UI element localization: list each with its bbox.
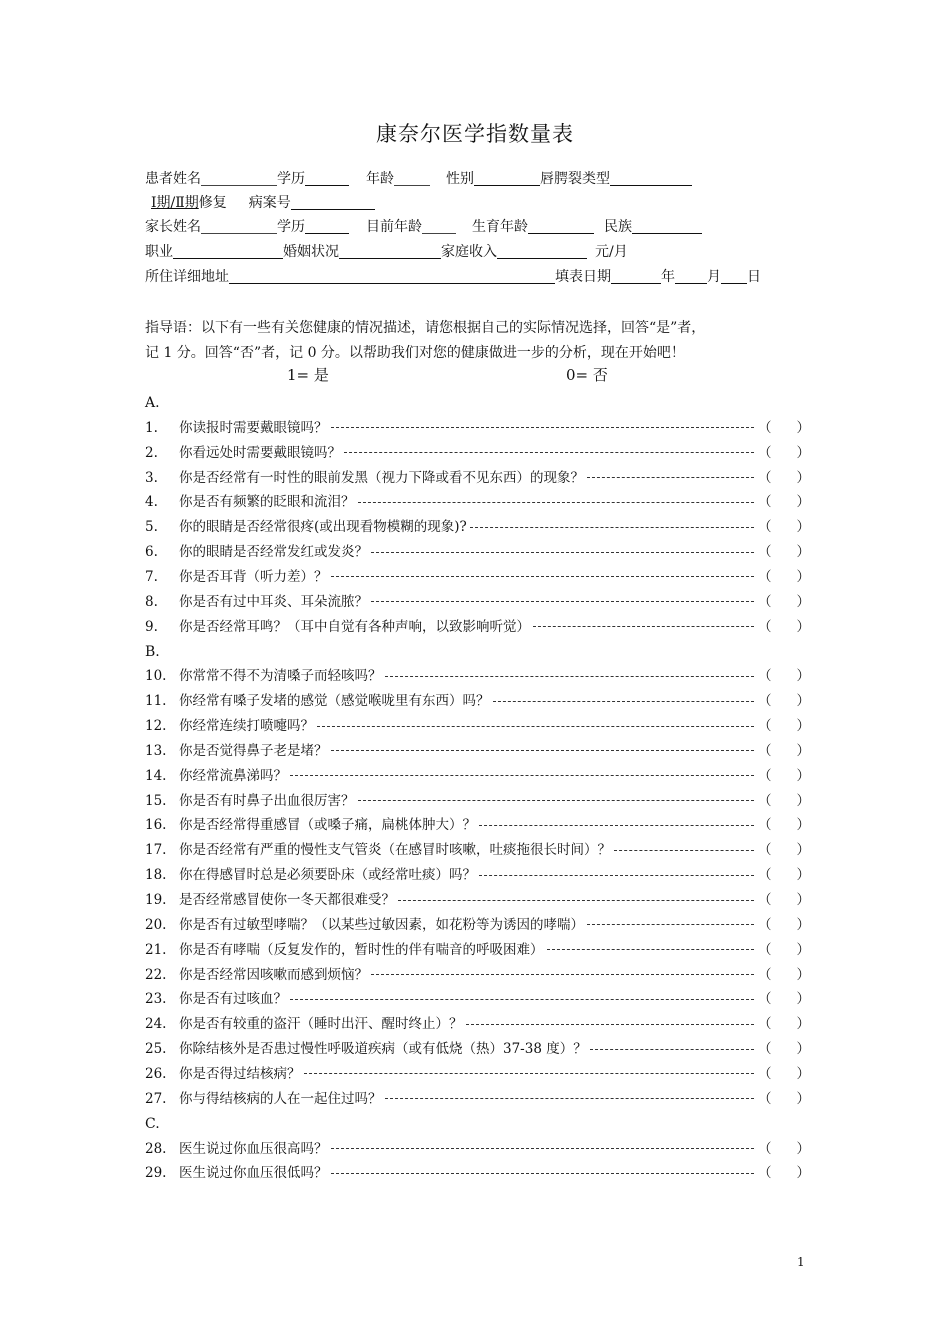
paren-open: （ <box>758 767 772 784</box>
dotted-leader <box>371 974 754 975</box>
question-number: 17. <box>145 842 167 859</box>
dotted-leader <box>344 452 754 453</box>
question-text: 你是否经常有严重的慢性支气管炎（在感冒时咳嗽，吐痰拖很长时间）？ <box>179 842 611 859</box>
dotted-leader <box>466 1024 755 1025</box>
ethnicity-field[interactable] <box>632 216 702 234</box>
year-label: 年 <box>661 269 675 285</box>
question-row <box>145 963 810 987</box>
dotted-leader <box>358 800 755 801</box>
question-row <box>145 938 810 962</box>
question-row <box>145 1062 810 1086</box>
paren-close: ） <box>796 668 810 685</box>
dotted-leader <box>479 875 754 876</box>
fill-month-field[interactable] <box>675 266 707 284</box>
question-text: 你常常不得不为清嗓子而轻咳吗？ <box>179 668 382 685</box>
family-income-label: 家庭收入 <box>441 244 497 260</box>
question-number: 19. <box>145 892 167 908</box>
question-text: 你经常流鼻涕吗？ <box>179 767 287 784</box>
occupation-field[interactable] <box>173 241 283 259</box>
instructions-line-2: 记 1 分。回答“否”者，记 0 分。以帮助我们对您的健康做进一步的分析，现在开始吧！ <box>145 345 685 361</box>
question-row <box>145 888 810 912</box>
question-number: 1. <box>145 419 158 436</box>
dotted-leader <box>331 427 755 428</box>
question-text: 你是否有过咳血？ <box>179 991 287 1008</box>
question-number: 8. <box>145 593 158 610</box>
question-number: 18. <box>145 867 167 884</box>
question-number: 29. <box>145 1165 167 1182</box>
question-row <box>145 689 810 713</box>
paren-open: （ <box>758 618 772 635</box>
dotted-leader <box>371 552 754 553</box>
answer-field[interactable] <box>758 888 810 912</box>
paren-open: （ <box>758 892 772 908</box>
paren-close: ） <box>796 991 810 1008</box>
answer-field[interactable] <box>758 1037 810 1061</box>
question-number: 11. <box>145 693 167 710</box>
paren-close: ） <box>796 941 810 958</box>
dotted-leader <box>398 900 754 901</box>
paren-open: （ <box>758 544 772 561</box>
paren-open: （ <box>758 519 772 536</box>
form-row-patient <box>145 168 692 190</box>
question-number: 4. <box>145 494 158 511</box>
paren-open: （ <box>758 1065 772 1082</box>
paren-open: （ <box>758 817 772 834</box>
dotted-leader <box>470 527 754 528</box>
dotted-leader <box>385 1098 755 1099</box>
question-number: 20. <box>145 916 167 933</box>
question-text: 你与得结核病的人在一起住过吗？ <box>179 1090 382 1107</box>
answer-field[interactable] <box>758 789 810 813</box>
current-age-label: 目前年龄 <box>366 219 422 235</box>
question-row <box>145 1137 810 1161</box>
answer-field[interactable] <box>758 714 810 738</box>
answer-field[interactable] <box>758 813 810 837</box>
paren-open: （ <box>758 469 772 486</box>
question-row <box>145 565 810 589</box>
parent-name-label: 家长姓名 <box>145 219 201 235</box>
dotted-leader <box>590 1049 754 1050</box>
answer-field[interactable] <box>758 515 810 539</box>
paren-close: ） <box>796 519 810 536</box>
answer-field[interactable] <box>758 416 810 440</box>
question-row <box>145 1012 810 1036</box>
paren-close: ） <box>796 966 810 983</box>
page-number: 1 <box>797 1255 805 1269</box>
answer-field[interactable] <box>758 1137 810 1161</box>
question-number: 23. <box>145 991 167 1008</box>
patient-name-field[interactable] <box>201 168 277 186</box>
question-text: 你除结核外是否患过慢性呼吸道疾病（或有低烧（热）37-38 度）？ <box>179 1041 587 1058</box>
paren-close: ） <box>796 1165 810 1182</box>
repair-suffix-label: 修复 <box>198 195 227 211</box>
form-row-parent <box>145 216 702 238</box>
case-number-field[interactable] <box>291 192 375 210</box>
question-text: 你是否经常耳鸣？（耳中自觉有各种声响，以致影响听觉） <box>179 618 530 635</box>
paren-open: （ <box>758 693 772 710</box>
question-number: 3. <box>145 469 158 486</box>
paren-close: ） <box>796 842 810 859</box>
answer-field[interactable] <box>758 1062 810 1086</box>
question-number: 14. <box>145 767 167 784</box>
answer-field[interactable] <box>758 466 810 490</box>
question-text: 你的眼睛是否经常很疼(或出现看物模糊的现象)? <box>179 519 467 536</box>
paren-close: ） <box>796 892 810 908</box>
paren-open: （ <box>758 792 772 809</box>
question-row <box>145 664 810 688</box>
question-row <box>145 1037 810 1061</box>
paren-close: ） <box>796 718 810 735</box>
question-row <box>145 466 810 490</box>
dotted-leader <box>614 850 754 851</box>
question-row <box>145 515 810 539</box>
paren-open: （ <box>758 991 772 1008</box>
answer-field[interactable] <box>758 863 810 887</box>
paren-close: ） <box>796 494 810 511</box>
ethnicity-label: 民族 <box>604 219 632 235</box>
question-number: 15. <box>145 792 167 809</box>
question-text: 你是否有较重的盗汗（睡时出汗、醒时终止）？ <box>179 1016 463 1033</box>
family-income-field[interactable] <box>497 241 587 259</box>
answer-field[interactable] <box>758 963 810 987</box>
question-row <box>145 441 810 465</box>
paren-open: （ <box>758 941 772 958</box>
question-text: 你是否有过中耳炎、耳朵流脓？ <box>179 593 368 610</box>
paren-open: （ <box>758 1165 772 1182</box>
answer-key-no: 0= 否 <box>566 366 608 384</box>
dotted-leader <box>290 999 754 1000</box>
question-number: 22. <box>145 966 167 983</box>
fill-year-field[interactable] <box>611 266 661 284</box>
dotted-leader <box>493 701 755 702</box>
paren-open: （ <box>758 668 772 685</box>
dotted-leader <box>304 1073 755 1074</box>
paren-close: ） <box>796 469 810 486</box>
education-field[interactable] <box>305 168 349 186</box>
dotted-leader <box>533 626 754 627</box>
paren-close: ） <box>796 1016 810 1033</box>
question-row <box>145 813 810 837</box>
answer-field[interactable] <box>758 987 810 1011</box>
paren-close: ） <box>796 544 810 561</box>
answer-field[interactable] <box>758 565 810 589</box>
dotted-leader <box>331 1148 755 1149</box>
parent-name-field[interactable] <box>201 216 277 234</box>
answer-field[interactable] <box>758 913 810 937</box>
question-row <box>145 739 810 763</box>
paren-open: （ <box>758 568 772 585</box>
paren-open: （ <box>758 593 772 610</box>
paren-close: ） <box>796 742 810 759</box>
question-text: 你是否经常因咳嗽而感到烦恼？ <box>179 966 368 983</box>
answer-field[interactable] <box>758 764 810 788</box>
age-field[interactable] <box>394 168 430 186</box>
current-age-field[interactable] <box>422 216 456 234</box>
income-unit-label: 元/月 <box>595 244 628 260</box>
occupation-label: 职业 <box>145 244 173 260</box>
education-label: 学历 <box>277 171 305 187</box>
question-row <box>145 590 810 614</box>
paren-open: （ <box>758 1041 772 1058</box>
form-row-address <box>145 266 761 288</box>
question-text: 你是否觉得鼻子老是堵？ <box>179 742 328 759</box>
parent-education-label: 学历 <box>277 219 305 235</box>
instructions-line-1: 指导语：以下有一些有关您健康的情况描述，请您根据自己的实际情况选择，回答“是”者， <box>145 320 706 336</box>
question-row <box>145 838 810 862</box>
answer-field[interactable] <box>758 540 810 564</box>
cleft-type-label: 唇腭裂类型 <box>540 171 610 187</box>
answer-field[interactable] <box>758 1087 810 1111</box>
paren-open: （ <box>758 419 772 436</box>
age-label: 年龄 <box>366 171 394 187</box>
question-text: 你是否得过结核病？ <box>179 1065 301 1082</box>
question-row <box>145 863 810 887</box>
question-number: 12. <box>145 718 167 735</box>
paren-close: ） <box>796 817 810 834</box>
question-number: 25. <box>145 1041 167 1058</box>
question-text: 你看远处时需要戴眼镜吗？ <box>179 444 341 461</box>
answer-field[interactable] <box>758 490 810 514</box>
question-text: 你是否有频繁的眨眼和流泪？ <box>179 494 355 511</box>
paren-close: ） <box>796 593 810 610</box>
dotted-leader <box>290 775 754 776</box>
answer-field[interactable] <box>758 664 810 688</box>
question-row <box>145 714 810 738</box>
gender-label: 性别 <box>446 171 474 187</box>
paren-open: （ <box>758 444 772 461</box>
paren-close: ） <box>796 618 810 635</box>
dotted-leader <box>479 825 754 826</box>
paren-open: （ <box>758 1016 772 1033</box>
question-row <box>145 1161 810 1185</box>
question-text: 你是否耳背（听力差）？ <box>179 568 328 585</box>
question-row <box>145 764 810 788</box>
question-text: 医生说过你血压很高吗？ <box>179 1140 328 1157</box>
answer-field[interactable] <box>758 441 810 465</box>
question-row <box>145 416 810 440</box>
question-number: 6. <box>145 544 158 561</box>
paren-close: ） <box>796 767 810 784</box>
question-number: 16. <box>145 817 167 834</box>
month-label: 月 <box>707 269 721 285</box>
dotted-leader <box>331 1173 755 1174</box>
answer-field[interactable] <box>758 615 810 639</box>
question-text: 你是否有过敏型哮喘？（以某些过敏因素，如花粉等为诱因的哮喘） <box>179 916 584 933</box>
question-number: 2. <box>145 444 158 461</box>
question-number: 28. <box>145 1140 167 1157</box>
paren-close: ） <box>796 693 810 710</box>
marital-status-label: 婚姻状况 <box>283 244 339 260</box>
paren-open: （ <box>758 1140 772 1157</box>
question-text: 你是否经常有一时性的眼前发黑（视力下降或看不见东西）的现象？ <box>179 469 584 486</box>
section-label: C. <box>145 1115 160 1132</box>
question-text: 你经常连续打喷嚏吗？ <box>179 718 314 735</box>
question-number: 10. <box>145 668 167 685</box>
dotted-leader <box>587 924 754 925</box>
question-number: 24. <box>145 1016 167 1033</box>
paren-open: （ <box>758 494 772 511</box>
paren-close: ） <box>796 916 810 933</box>
answer-field[interactable] <box>758 938 810 962</box>
case-number-label: 病案号 <box>248 195 291 211</box>
paren-close: ） <box>796 1140 810 1157</box>
paren-open: （ <box>758 916 772 933</box>
address-label: 所住详细地址 <box>145 269 229 285</box>
page-title: 康奈尔医学指数量表 <box>376 122 574 146</box>
paren-close: ） <box>796 1090 810 1107</box>
answer-key-yes: 1= 是 <box>287 366 329 384</box>
patient-name-label: 患者姓名 <box>145 171 201 187</box>
paren-close: ） <box>796 792 810 809</box>
marital-status-field[interactable] <box>339 241 441 259</box>
paren-close: ） <box>796 444 810 461</box>
day-label: 日 <box>747 269 761 285</box>
paren-open: （ <box>758 718 772 735</box>
question-text: 你是否有时鼻子出血很厉害？ <box>179 792 355 809</box>
gender-field[interactable] <box>474 168 540 186</box>
question-number: 5. <box>145 519 158 536</box>
repair-stage-label[interactable]: Ⅰ期/Ⅱ期 <box>151 195 199 211</box>
address-field[interactable] <box>229 266 555 284</box>
question-number: 27. <box>145 1090 167 1107</box>
childbearing-age-field[interactable] <box>528 216 594 234</box>
question-number: 13. <box>145 742 167 759</box>
question-row <box>145 540 810 564</box>
paren-open: （ <box>758 842 772 859</box>
question-text: 你读报时需要戴眼镜吗？ <box>179 419 328 436</box>
dotted-leader <box>371 601 754 602</box>
answer-field[interactable] <box>758 739 810 763</box>
paren-close: ） <box>796 867 810 884</box>
question-number: 7. <box>145 568 158 585</box>
answer-field[interactable] <box>758 1161 810 1185</box>
dotted-leader <box>331 750 755 751</box>
question-row <box>145 987 810 1011</box>
section-label: A. <box>145 395 160 411</box>
question-text: 你是否有哮喘（反复发作的，暂时性的伴有喘音的呼吸困难） <box>179 941 544 958</box>
cleft-type-field[interactable] <box>610 168 692 186</box>
form-row-repair <box>145 192 375 214</box>
form-row-occupation <box>145 241 628 263</box>
childbearing-age-label: 生育年龄 <box>472 219 528 235</box>
question-number: 21. <box>145 941 167 958</box>
paren-close: ） <box>796 568 810 585</box>
question-row <box>145 490 810 514</box>
question-number: 9. <box>145 618 158 635</box>
dotted-leader <box>385 676 755 677</box>
answer-field[interactable] <box>758 838 810 862</box>
dotted-leader <box>317 726 754 727</box>
parent-education-field[interactable] <box>305 216 349 234</box>
paren-close: ） <box>796 1041 810 1058</box>
question-text: 你是否经常得重感冒（或嗓子痛，扁桃体肿大）？ <box>179 817 476 834</box>
fill-date-label: 填表日期 <box>555 269 611 285</box>
paren-open: （ <box>758 1090 772 1107</box>
paren-open: （ <box>758 966 772 983</box>
question-row <box>145 913 810 937</box>
question-row <box>145 615 810 639</box>
paren-close: ） <box>796 419 810 436</box>
question-number: 26. <box>145 1065 167 1082</box>
answer-field[interactable] <box>758 689 810 713</box>
instructions <box>145 316 810 366</box>
paren-close: ） <box>796 1065 810 1082</box>
dotted-leader <box>358 502 755 503</box>
question-text: 医生说过你血压很低吗？ <box>179 1165 328 1182</box>
dotted-leader <box>331 576 755 577</box>
question-text: 你的眼睛是否经常发红或发炎？ <box>179 544 368 561</box>
paren-open: （ <box>758 867 772 884</box>
section-label: B. <box>145 643 160 660</box>
dotted-leader <box>547 949 755 950</box>
question-row <box>145 789 810 813</box>
fill-day-field[interactable] <box>721 266 747 284</box>
dotted-leader <box>587 477 754 478</box>
question-text: 你经常有嗓子发堵的感觉（感觉喉咙里有东西）吗？ <box>179 693 490 710</box>
question-row <box>145 1087 810 1111</box>
answer-field[interactable] <box>758 590 810 614</box>
answer-field[interactable] <box>758 1012 810 1036</box>
question-text: 你在得感冒时总是必须要卧床（或经常吐痰）吗？ <box>179 867 476 884</box>
question-text: 是否经常感冒使你一冬天都很难受？ <box>179 892 395 908</box>
paren-open: （ <box>758 742 772 759</box>
